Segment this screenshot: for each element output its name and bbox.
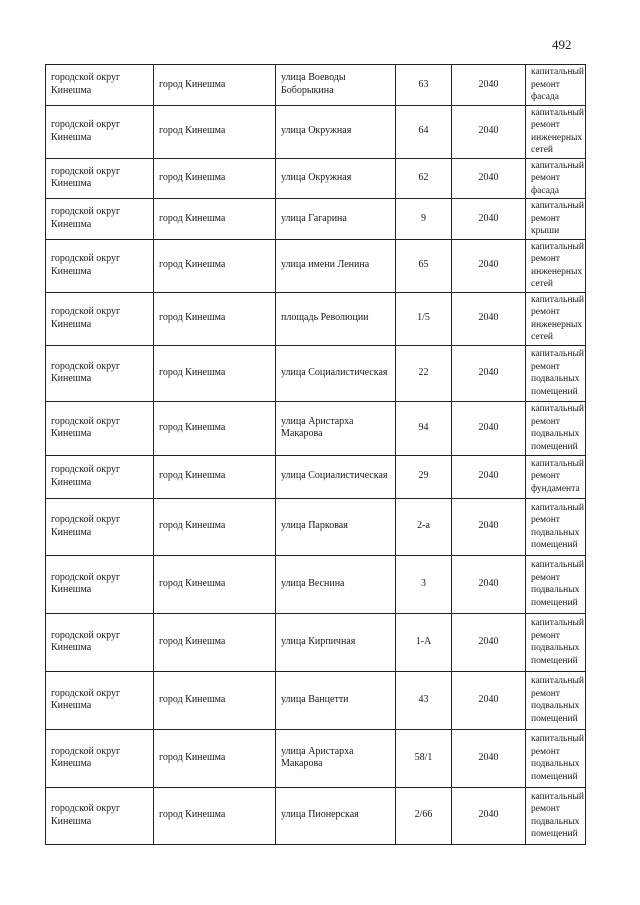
table-row — [46, 498, 586, 555]
street-cell: площадь Революции — [276, 292, 396, 345]
work-type-cell: капитальный ремонт крыши — [526, 199, 586, 240]
house-number-cell: 64 — [396, 105, 452, 158]
street-cell: улица имени Ленина — [276, 239, 396, 292]
street-cell: улица Социалистическая — [276, 455, 396, 498]
work-type-cell: капитальный ремонт фасада — [526, 158, 586, 199]
year-cell: 2040 — [452, 292, 526, 345]
city-cell: город Кинешма — [154, 729, 276, 787]
table-row — [46, 65, 586, 106]
city-cell: город Кинешма — [154, 292, 276, 345]
table-row — [46, 787, 586, 844]
city-cell: город Кинешма — [154, 401, 276, 455]
year-cell: 2040 — [452, 671, 526, 729]
work-type-cell: капитальный ремонт подвальных помещений — [526, 345, 586, 401]
street-cell: улица Воеводы Боборыкина — [276, 65, 396, 106]
street-cell: улица Парковая — [276, 498, 396, 555]
house-number-cell: 2-а — [396, 498, 452, 555]
year-cell: 2040 — [452, 199, 526, 240]
municipality-cell: городской округ Кинешма — [46, 729, 154, 787]
table-row — [46, 158, 586, 199]
house-number-cell: 58/1 — [396, 729, 452, 787]
municipality-cell: городской округ Кинешма — [46, 199, 154, 240]
house-number-cell: 9 — [396, 199, 452, 240]
city-cell: город Кинешма — [154, 239, 276, 292]
municipality-cell: городской округ Кинешма — [46, 613, 154, 671]
table-row — [46, 292, 586, 345]
table-row — [46, 239, 586, 292]
work-type-cell: капитальный ремонт инженерных сетей — [526, 292, 586, 345]
city-cell: город Кинешма — [154, 613, 276, 671]
street-cell: улица Веснина — [276, 555, 396, 613]
street-cell: улица Окружная — [276, 158, 396, 199]
street-cell: улица Кирпичная — [276, 613, 396, 671]
work-type-cell: капитальный ремонт фундамента — [526, 455, 586, 498]
work-type-cell: капитальный ремонт подвальных помещений — [526, 555, 586, 613]
year-cell: 2040 — [452, 158, 526, 199]
work-type-cell: капитальный ремонт фасада — [526, 65, 586, 106]
municipality-cell: городской округ Кинешма — [46, 455, 154, 498]
table-row — [46, 401, 586, 455]
year-cell: 2040 — [452, 401, 526, 455]
city-cell: город Кинешма — [154, 787, 276, 844]
city-cell: город Кинешма — [154, 105, 276, 158]
house-number-cell: 65 — [396, 239, 452, 292]
house-number-cell: 22 — [396, 345, 452, 401]
house-number-cell: 1/5 — [396, 292, 452, 345]
street-cell: улица Окружная — [276, 105, 396, 158]
work-type-cell: капитальный ремонт подвальных помещений — [526, 787, 586, 844]
year-cell: 2040 — [452, 729, 526, 787]
street-cell: улица Аристарха Макарова — [276, 401, 396, 455]
work-type-cell: капитальный ремонт подвальных помещений — [526, 401, 586, 455]
house-number-cell: 62 — [396, 158, 452, 199]
table-row — [46, 455, 586, 498]
house-number-cell: 63 — [396, 65, 452, 106]
work-type-cell: капитальный ремонт подвальных помещений — [526, 729, 586, 787]
year-cell: 2040 — [452, 613, 526, 671]
city-cell: город Кинешма — [154, 671, 276, 729]
street-cell: улица Ванцетти — [276, 671, 396, 729]
city-cell: город Кинешма — [154, 345, 276, 401]
work-type-cell: капитальный ремонт инженерных сетей — [526, 239, 586, 292]
house-number-cell: 3 — [396, 555, 452, 613]
table-row — [46, 613, 586, 671]
table-body — [46, 65, 586, 845]
page-number: 492 — [552, 37, 572, 52]
municipality-cell: городской округ Кинешма — [46, 555, 154, 613]
repair-registry-table — [45, 64, 586, 845]
city-cell: город Кинешма — [154, 65, 276, 106]
city-cell: город Кинешма — [154, 158, 276, 199]
municipality-cell: городской округ Кинешма — [46, 787, 154, 844]
year-cell: 2040 — [452, 65, 526, 106]
city-cell: город Кинешма — [154, 199, 276, 240]
table-row — [46, 729, 586, 787]
table-row — [46, 199, 586, 240]
year-cell: 2040 — [452, 239, 526, 292]
year-cell: 2040 — [452, 555, 526, 613]
year-cell: 2040 — [452, 498, 526, 555]
municipality-cell: городской округ Кинешма — [46, 105, 154, 158]
house-number-cell: 43 — [396, 671, 452, 729]
house-number-cell: 2/66 — [396, 787, 452, 844]
municipality-cell: городской округ Кинешма — [46, 345, 154, 401]
street-cell: улица Пионерская — [276, 787, 396, 844]
year-cell: 2040 — [452, 105, 526, 158]
work-type-cell: капитальный ремонт подвальных помещений — [526, 613, 586, 671]
work-type-cell: капитальный ремонт подвальных помещений — [526, 498, 586, 555]
street-cell: улица Аристарха Макарова — [276, 729, 396, 787]
street-cell: улица Гагарина — [276, 199, 396, 240]
municipality-cell: городской округ Кинешма — [46, 292, 154, 345]
house-number-cell: 29 — [396, 455, 452, 498]
house-number-cell: 94 — [396, 401, 452, 455]
table-row — [46, 671, 586, 729]
year-cell: 2040 — [452, 787, 526, 844]
year-cell: 2040 — [452, 345, 526, 401]
work-type-cell: капитальный ремонт инженерных сетей — [526, 105, 586, 158]
municipality-cell: городской округ Кинешма — [46, 401, 154, 455]
municipality-cell: городской округ Кинешма — [46, 158, 154, 199]
municipality-cell: городской округ Кинешма — [46, 239, 154, 292]
table-row — [46, 105, 586, 158]
table-row — [46, 345, 586, 401]
street-cell: улица Социалистическая — [276, 345, 396, 401]
year-cell: 2040 — [452, 455, 526, 498]
municipality-cell: городской округ Кинешма — [46, 671, 154, 729]
city-cell: город Кинешма — [154, 498, 276, 555]
municipality-cell: городской округ Кинешма — [46, 498, 154, 555]
city-cell: город Кинешма — [154, 455, 276, 498]
municipality-cell: городской округ Кинешма — [46, 65, 154, 106]
work-type-cell: капитальный ремонт подвальных помещений — [526, 671, 586, 729]
city-cell: город Кинешма — [154, 555, 276, 613]
house-number-cell: 1-А — [396, 613, 452, 671]
table-row — [46, 555, 586, 613]
